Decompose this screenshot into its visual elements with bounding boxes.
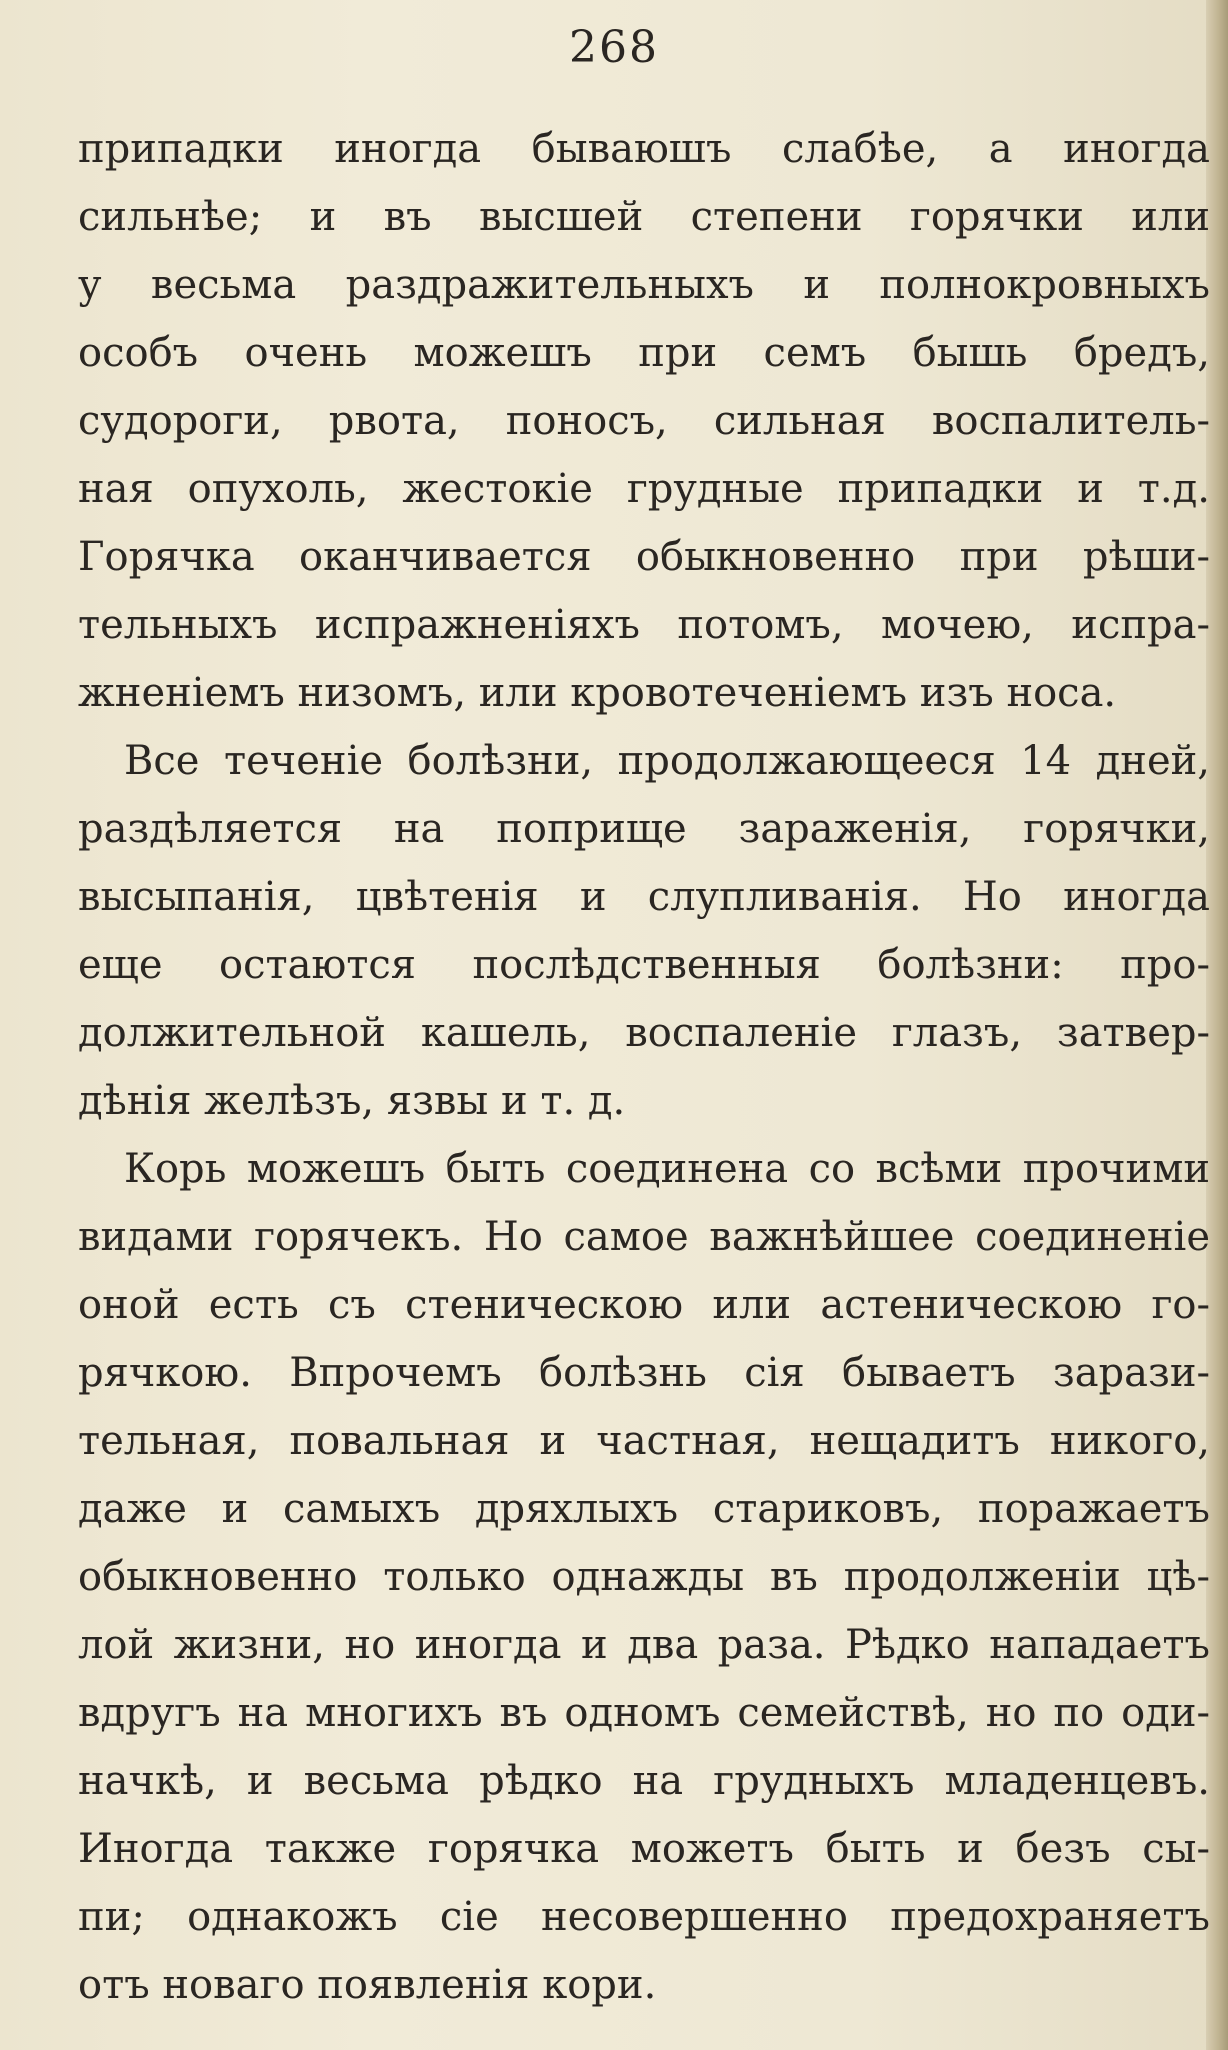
text-line: Горячка оканчивается обыкновенно при рѣши-: [78, 534, 1210, 580]
text-line: раздѣляется на поприще зараженія, горячки,: [78, 806, 1210, 852]
body-text: [78, 115, 1210, 2019]
text-line: даже и самыхъ дряхлыхъ стариковъ, поражаетъ: [78, 1486, 1210, 1532]
text-line: у весьма раздражительныхъ и полнокровныхъ: [78, 262, 1210, 308]
paragraph-3: [78, 1135, 1210, 2019]
text-line: высыпанія, цвѣтенія и слупливанія. Но иногда: [78, 874, 1210, 920]
text-line: ная опухоль, жестокіе грудные припадки и т.д.: [78, 466, 1210, 512]
text-line: тельныхъ испражненіяхъ потомъ, мочею, испра-: [78, 602, 1210, 648]
text-line: вдругъ на многихъ въ одномъ семействѣ, но по оди-: [78, 1690, 1210, 1736]
text-line: Все теченіе болѣзни, продолжающееся 14 дней,: [124, 738, 1210, 784]
text-line: должительной кашель, воспаленіе глазъ, затвер-: [78, 1010, 1210, 1056]
text-line: начкѣ, и весьма рѣдко на грудныхъ младенцевъ.: [78, 1758, 1210, 1804]
text-line: припадки иногда бываюшъ слабѣе, а иногда: [78, 126, 1210, 172]
text-line: видами горячекъ. Но самое важнѣйшее соединеніе: [78, 1214, 1210, 1260]
text-line: особъ очень можешъ при семъ бышь бредъ,: [78, 330, 1210, 376]
text-line: обыкновенно только однажды въ продолженіи цѣ-: [78, 1554, 1210, 1600]
text-line: отъ новаго появленія кори.: [78, 1962, 657, 2008]
text-line: Корь можешъ быть соединена со всѣми прочими: [124, 1146, 1210, 1192]
text-line: тельная, повальная и частная, нещадитъ никого,: [78, 1418, 1210, 1464]
text-line: Иногда также горячка можетъ быть и безъ сы-: [78, 1826, 1210, 1872]
text-line: судороги, рвота, поносъ, сильная воспалитель-: [78, 398, 1210, 444]
text-line: дѣнія желѣзъ, язвы и т. д.: [78, 1078, 626, 1124]
text-line: сильнѣе; и въ высшей степени горячки или: [78, 194, 1210, 240]
text-line: пи; однакожъ сіе несовершенно предохраняетъ: [78, 1894, 1210, 1940]
text-line: оной есть съ стеническою или астеническою го-: [78, 1282, 1210, 1328]
text-line: рячкою. Впрочемъ болѣзнь сія бываетъ зарази-: [78, 1350, 1210, 1396]
page-number: 268: [569, 22, 659, 73]
paragraph-1: [78, 115, 1210, 727]
text-line: жненіемъ низомъ, или кровотеченіемъ изъ носа.: [78, 670, 1117, 716]
text-line: еще остаются послѣдственныя болѣзни: про-: [78, 942, 1210, 988]
text-line: лой жизни, но иногда и два раза. Рѣдко нападаетъ: [78, 1622, 1210, 1668]
paragraph-2: [78, 727, 1210, 1135]
